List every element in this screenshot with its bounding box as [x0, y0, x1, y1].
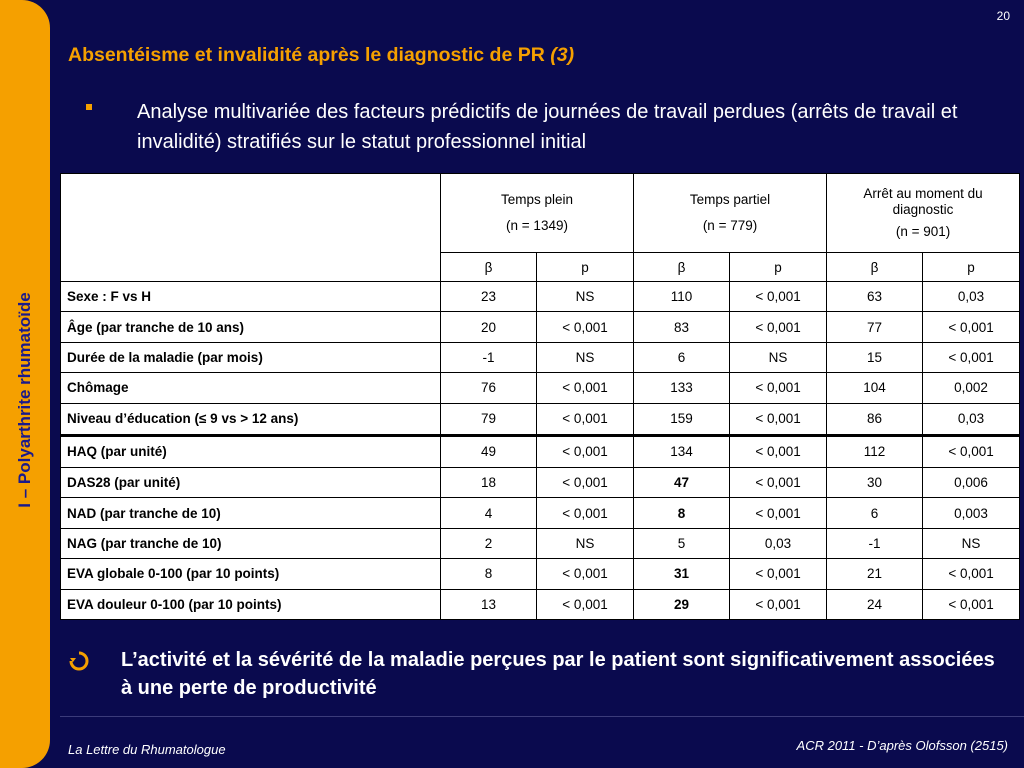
cell: < 0,001	[730, 282, 827, 312]
cell: 112	[827, 435, 923, 467]
results-table	[60, 173, 1020, 620]
cell: 5	[634, 528, 730, 558]
cell: 8	[634, 498, 730, 528]
group-n: (n = 779)	[702, 218, 758, 233]
cell: NS	[730, 342, 827, 372]
cell: NS	[537, 282, 634, 312]
group-name: Temps plein	[500, 192, 574, 207]
cell: 47	[634, 468, 730, 498]
cell: 6	[634, 342, 730, 372]
subheader-cell: β	[634, 253, 730, 282]
cell: NS	[537, 528, 634, 558]
cell: < 0,001	[923, 312, 1020, 342]
cell: 159	[634, 403, 730, 435]
cell: 13	[441, 589, 537, 619]
cell: < 0,001	[730, 498, 827, 528]
row-label: Durée de la maladie (par mois)	[61, 342, 441, 372]
cell: < 0,001	[537, 403, 634, 435]
table-row	[61, 312, 1020, 342]
cell: < 0,001	[730, 435, 827, 467]
cell: 15	[827, 342, 923, 372]
cell: 21	[827, 559, 923, 589]
title-main: Absentéisme et invalidité après le diagnostic de PR	[68, 44, 551, 66]
cell: 2	[441, 528, 537, 558]
cell: 0,03	[923, 282, 1020, 312]
cell: 24	[827, 589, 923, 619]
cell: -1	[441, 342, 537, 372]
subheader-cell: β	[827, 253, 923, 282]
table-row	[61, 468, 1020, 498]
row-label: Âge (par tranche de 10 ans)	[61, 312, 441, 342]
header-empty-cell	[61, 174, 441, 282]
footer-reference: ACR 2011 - D’après Olofsson (2515)	[796, 738, 1008, 753]
table-row	[61, 403, 1020, 435]
row-label: Chômage	[61, 373, 441, 403]
page-number: 20	[996, 9, 1010, 23]
group-header-0	[441, 174, 634, 253]
cell: < 0,001	[537, 559, 634, 589]
table-row	[61, 559, 1020, 589]
cell: 76	[441, 373, 537, 403]
cell: 0,03	[730, 528, 827, 558]
subheader-cell: p	[923, 253, 1020, 282]
group-name: Temps partiel	[689, 192, 771, 207]
title-suffix: (3)	[550, 44, 575, 66]
subheader-cell: β	[441, 253, 537, 282]
cell: < 0,001	[730, 403, 827, 435]
row-label: HAQ (par unité)	[61, 435, 441, 467]
curved-arrow-icon	[68, 650, 90, 672]
cell: < 0,001	[923, 559, 1020, 589]
subheader-cell: p	[537, 253, 634, 282]
cell: 31	[634, 559, 730, 589]
table-row	[61, 528, 1020, 558]
bullet-square-icon	[86, 104, 92, 110]
cell: 77	[827, 312, 923, 342]
cell: < 0,001	[730, 468, 827, 498]
cell: NS	[923, 528, 1020, 558]
cell: 6	[827, 498, 923, 528]
cell: < 0,001	[537, 312, 634, 342]
cell: 49	[441, 435, 537, 467]
table-row	[61, 589, 1020, 619]
row-label: EVA globale 0-100 (par 10 points)	[61, 559, 441, 589]
table-header-row	[61, 174, 1020, 253]
cell: < 0,001	[923, 435, 1020, 467]
cell: 8	[441, 559, 537, 589]
cell: 110	[634, 282, 730, 312]
footer-source: La Lettre du Rhumatologue	[68, 742, 226, 757]
footer-divider	[60, 716, 1024, 717]
cell: < 0,001	[730, 373, 827, 403]
cell: < 0,001	[730, 312, 827, 342]
cell: -1	[827, 528, 923, 558]
cell: < 0,001	[730, 559, 827, 589]
cell: < 0,001	[537, 468, 634, 498]
cell: 0,03	[923, 403, 1020, 435]
cell: < 0,001	[537, 589, 634, 619]
cell: 104	[827, 373, 923, 403]
row-label: NAD (par tranche de 10)	[61, 498, 441, 528]
group-header-1	[634, 174, 827, 253]
table-row	[61, 282, 1020, 312]
cell: NS	[537, 342, 634, 372]
subheader-cell: p	[730, 253, 827, 282]
group-n: (n = 1349)	[506, 218, 568, 233]
cell: < 0,001	[730, 589, 827, 619]
cell: 4	[441, 498, 537, 528]
cell: 83	[634, 312, 730, 342]
cell: 79	[441, 403, 537, 435]
table-row	[61, 342, 1020, 372]
conclusion-text: L’activité et la sévérité de la maladie perçues par le patient sont significativement associées à une perte de productivité	[121, 649, 995, 699]
cell: 0,002	[923, 373, 1020, 403]
group-header-2	[827, 174, 1020, 253]
cell: < 0,001	[537, 435, 634, 467]
cell: < 0,001	[537, 498, 634, 528]
cell: 0,003	[923, 498, 1020, 528]
cell: 0,006	[923, 468, 1020, 498]
section-label: I – Polyarthrite rhumatoïde	[15, 292, 34, 508]
table-row	[61, 373, 1020, 403]
row-label: Sexe : F vs H	[61, 282, 441, 312]
cell: < 0,001	[923, 589, 1020, 619]
cell: 18	[441, 468, 537, 498]
intro-text: Analyse multivariée des facteurs prédictifs de journées de travail perdues (arrêts de travail et invalidité) stratifiés sur le statut professionnel initial	[137, 101, 958, 153]
group-name: Arrêt au moment du diagnostic	[863, 186, 983, 217]
slide-title	[68, 44, 574, 67]
row-label: NAG (par tranche de 10)	[61, 528, 441, 558]
row-label: Niveau d’éducation (≤ 9 vs > 12 ans)	[61, 403, 441, 435]
cell: 134	[634, 435, 730, 467]
row-label: EVA douleur 0-100 (par 10 points)	[61, 589, 441, 619]
row-label: DAS28 (par unité)	[61, 468, 441, 498]
sidebar-band	[0, 0, 50, 768]
cell: 23	[441, 282, 537, 312]
cell: 133	[634, 373, 730, 403]
cell: 29	[634, 589, 730, 619]
group-n: (n = 901)	[895, 224, 951, 239]
cell: 86	[827, 403, 923, 435]
cell: 63	[827, 282, 923, 312]
table-row	[61, 498, 1020, 528]
cell: < 0,001	[923, 342, 1020, 372]
cell: 30	[827, 468, 923, 498]
cell: < 0,001	[537, 373, 634, 403]
table-row	[61, 435, 1020, 467]
cell: 20	[441, 312, 537, 342]
